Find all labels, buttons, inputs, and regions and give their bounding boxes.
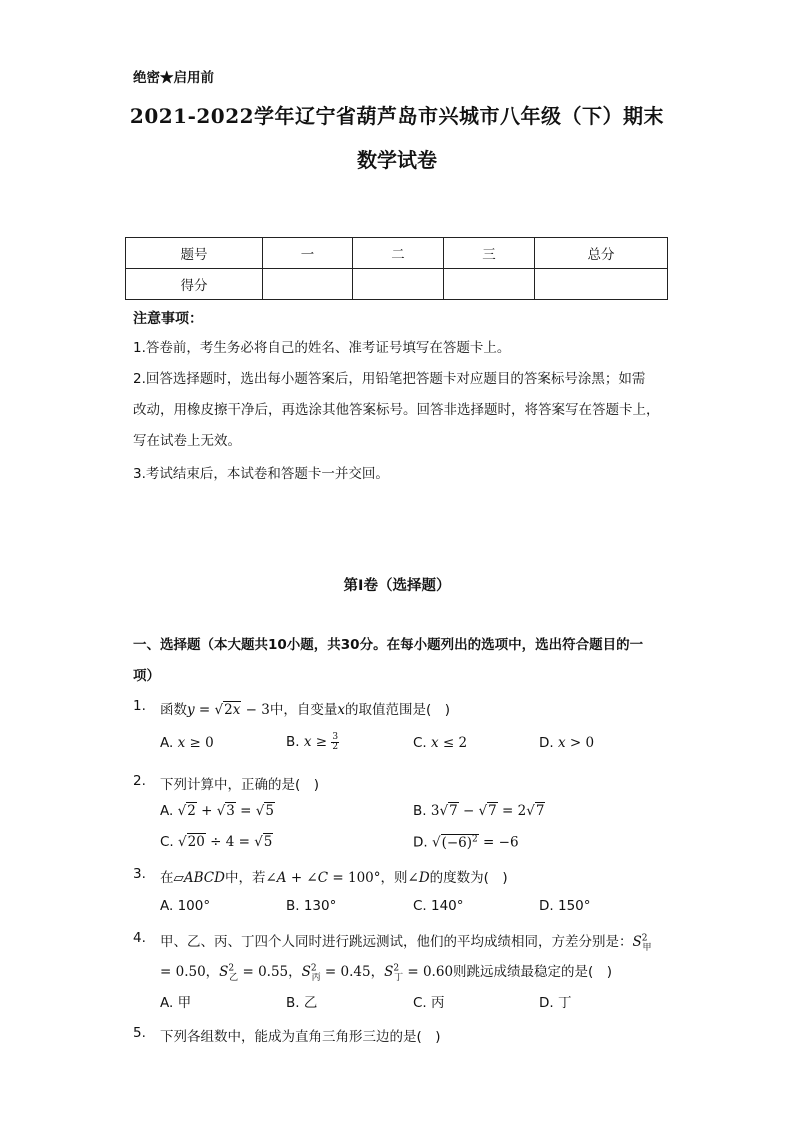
exam-title-line2: 数学试卷 — [357, 148, 437, 172]
question-1-stem: 函数y = √2x − 3中，自变量x的取值范围是( ) — [160, 702, 451, 718]
score-cell[interactable] — [444, 269, 535, 300]
notice-heading: 注意事项： — [133, 311, 203, 327]
question-3-option-d[interactable]: D. 150° — [539, 898, 591, 914]
part-heading — [133, 630, 673, 692]
notice-item-2-line2: 改动，用橡皮擦干净后，再选涂其他答案标号。回答非选择题时，将答案写在答题卡上， — [133, 402, 660, 418]
question-number: 2. — [133, 773, 146, 789]
question-number: 4. — [133, 930, 146, 946]
score-table — [125, 237, 668, 300]
question-2-option-d[interactable]: D. $√(-6)^2 = -6$ — [413, 834, 519, 851]
question-4-option-c[interactable]: C. 丙 — [413, 995, 445, 1011]
score-header-cell: 二 — [353, 238, 444, 269]
question-number: 1. — [133, 698, 146, 714]
question-1-option-d[interactable]: D. x > 0 — [539, 735, 595, 751]
question-2-option-c[interactable]: C. √20 ÷ 4 = √5 — [160, 834, 273, 850]
question-number: 3. — [133, 866, 146, 882]
question-1-option-a[interactable]: A. x ≥ 0 — [160, 735, 214, 751]
question-5-stem: 下列各组数中，能成为直角三角形三边的是( ) — [160, 1029, 441, 1045]
part-heading-line2: 项） — [133, 668, 160, 684]
formula: y = √2x − 3 — [187, 702, 270, 718]
question-4-option-a[interactable]: A. 甲 — [160, 995, 192, 1011]
exam-title-line1: 2021-2022学年辽宁省葫芦岛市兴城市八年级（下）期末 — [129, 104, 665, 128]
question-1-option-c[interactable]: C. x ≤ 2 — [413, 735, 468, 751]
question-3-option-c[interactable]: C. 140° — [413, 898, 464, 914]
question-3-option-a[interactable]: A. 100° — [160, 898, 211, 914]
question-4-stem-cont: = 0.50，$S^2_乙 = 0.55$，$S^2_丙 = 0.45$，$S^2_丁 = 0.60$则跳远成绩最稳定的是( ) — [160, 963, 613, 983]
section-title: 第I卷（选择题） — [343, 578, 451, 594]
notice-item-2-line1: 2.回答选择题时，选出每小题答案后，用铅笔把答题卡对应题目的答案标号涂黑；如需 — [133, 371, 646, 387]
score-cell[interactable] — [535, 269, 668, 300]
question-2-option-b[interactable]: B. 3√7 − √7 = 2√7 — [413, 803, 545, 819]
part-heading-line1: 一、选择题（本大题共10小题，共30分。在每小题列出的选项中，选出符合题目的一 — [133, 637, 644, 653]
score-row-label: 得分 — [126, 269, 263, 300]
notice-item-3: 3.考试结束后，本试卷和答题卡一并交回。 — [133, 466, 389, 482]
question-2-option-a[interactable]: A. √2 + √3 = √5 — [160, 803, 274, 819]
question-1-option-b[interactable]: B. x ≥ $\frac{3}{2}$ — [286, 732, 339, 752]
question-4-stem: 甲、乙、丙、丁四个人同时进行跳远测试，他们的平均成绩相同，方差分别是：$S^2_甲$ — [160, 933, 652, 953]
question-2-stem: 下列计算中，正确的是( ) — [160, 777, 320, 793]
score-header-cell: 一 — [263, 238, 353, 269]
notice-item-2-line3: 写在试卷上无效。 — [133, 433, 241, 449]
question-4-option-b[interactable]: B. 乙 — [286, 995, 318, 1011]
score-cell[interactable] — [353, 269, 444, 300]
question-4-option-d[interactable]: D. 丁 — [539, 995, 572, 1011]
confidential-mark: 绝密★启用前 — [133, 70, 214, 86]
score-table-score-row — [126, 269, 668, 300]
score-cell[interactable] — [263, 269, 353, 300]
score-header-cell: 总分 — [535, 238, 668, 269]
notice-item-1: 1.答卷前，考生务必将自己的姓名、准考证号填写在答题卡上。 — [133, 340, 511, 356]
question-3-stem: 在▱ABCD中，若∠A + ∠C = 100°，则∠D的度数为( ) — [160, 870, 508, 886]
question-3-option-b[interactable]: B. 130° — [286, 898, 337, 914]
score-table-header-row — [126, 238, 668, 269]
question-number: 5. — [133, 1025, 146, 1041]
score-header-cell: 三 — [444, 238, 535, 269]
score-header-cell: 题号 — [126, 238, 263, 269]
